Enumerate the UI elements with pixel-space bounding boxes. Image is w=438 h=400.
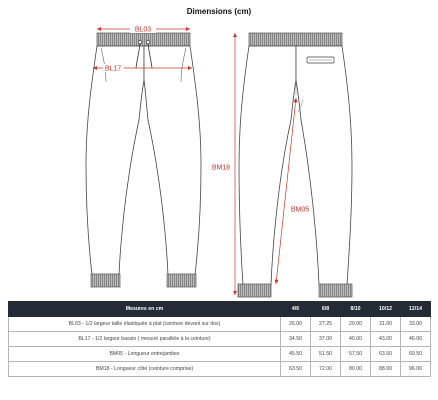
bm05-label: BM05 (290, 206, 310, 214)
back-view (210, 33, 352, 297)
size-value: 45.50 (281, 347, 311, 362)
size-value: 96.00 (401, 362, 431, 377)
size-value: 63.50 (371, 347, 401, 362)
measure-description: BL03 - 1/2 largeur taille élastiquée à plat (ceinture devant sur dos) (9, 317, 281, 332)
bm18-label: BM18 (211, 164, 231, 172)
size-value: 29.00 (341, 317, 371, 332)
back-left-cuff (238, 284, 271, 297)
table-row (9, 317, 431, 332)
back-waistband (249, 33, 342, 46)
header-size: 4/6 (281, 302, 311, 317)
measure-description: BM05 - Longueur entrejambes (9, 347, 281, 362)
size-table-header (9, 302, 431, 317)
size-value: 37.00 (311, 332, 341, 347)
size-value: 27.25 (311, 317, 341, 332)
size-value: 80.00 (341, 362, 371, 377)
front-left-cuff (91, 274, 120, 287)
size-value: 88.00 (371, 362, 401, 377)
size-value: 31.00 (371, 317, 401, 332)
size-table (8, 301, 431, 377)
bl17-label: BL17 (104, 65, 122, 73)
front-waistband (97, 33, 190, 46)
front-left-leg (86, 46, 144, 275)
page-title: Dimensions (cm) (186, 7, 252, 16)
size-value: 43.00 (371, 332, 401, 347)
header-size: 12/14 (401, 302, 431, 317)
size-value: 57.50 (341, 347, 371, 362)
size-value: 33.00 (401, 317, 431, 332)
measure-description: BL17 - 1/2 largeur bassin ( mesuré parallèle à la ceinture) (9, 332, 281, 347)
header-size: 8/10 (341, 302, 371, 317)
back-right-leg (296, 46, 352, 285)
size-value: 69.50 (401, 347, 431, 362)
bl03-label: BL03 (134, 26, 152, 34)
table-row (9, 362, 431, 377)
front-view (86, 25, 201, 287)
size-value: 72.00 (311, 362, 341, 377)
size-value: 63.50 (281, 362, 311, 377)
header-measure: Mesures en cm (9, 302, 281, 317)
size-value: 26.00 (281, 317, 311, 332)
table-row (9, 347, 431, 362)
back-left-leg (239, 46, 296, 285)
size-value: 51.50 (311, 347, 341, 362)
table-row (9, 332, 431, 347)
size-value: 34.50 (281, 332, 311, 347)
size-value: 40.00 (341, 332, 371, 347)
front-right-cuff (167, 274, 196, 287)
size-value: 46.00 (401, 332, 431, 347)
measure-description: BM18 - Longueur côté (ceinture comprise) (9, 362, 281, 377)
back-right-cuff (319, 284, 352, 297)
header-size: 6/8 (311, 302, 341, 317)
front-right-leg (144, 46, 201, 275)
header-size: 10/12 (371, 302, 401, 317)
